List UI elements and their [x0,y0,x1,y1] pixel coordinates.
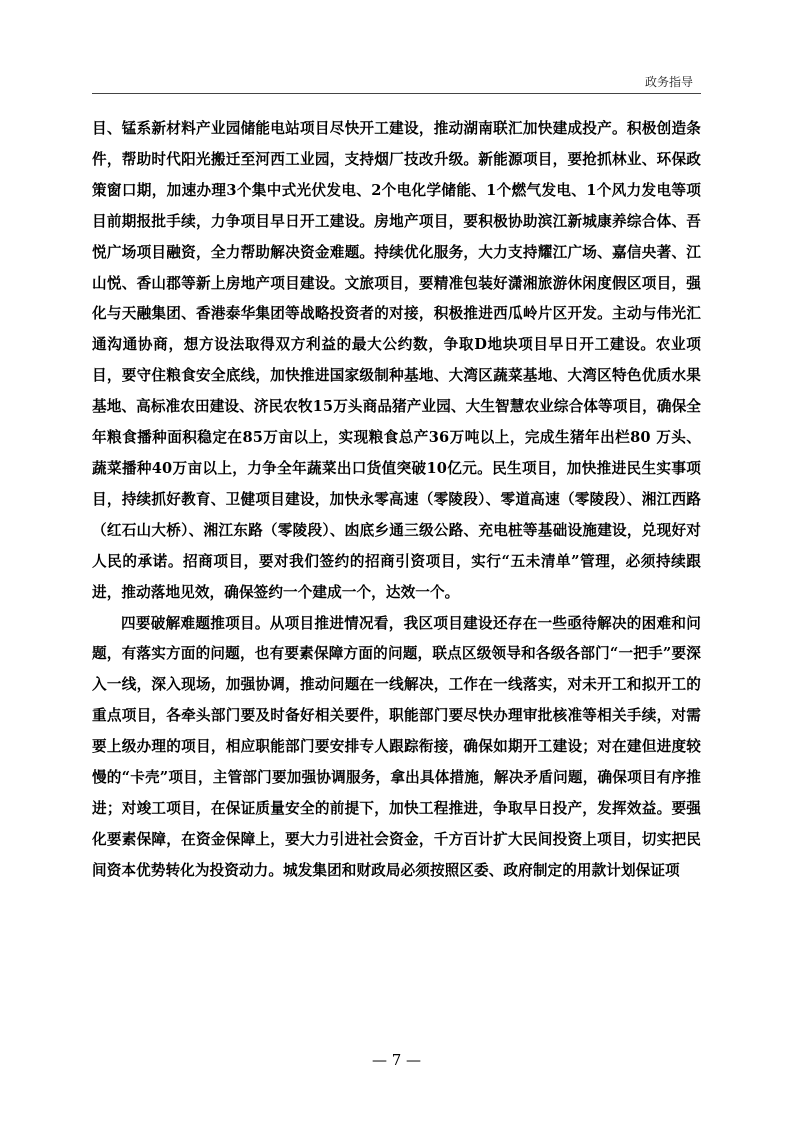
document-body [92,114,701,887]
page-number: — 7 — [371,1051,422,1069]
section-header-label: 政务指导 [644,75,693,89]
paragraph-solve-problems: 四要破解难题推项目。从项目推进情况看，我区项目建设还存在一些亟待解决的困难和问题，有落实方面的问题，也有要素保障方面的问题，联点区级领导和各级各部门“一把手”要深入一线，深入现场，加强协调，推动问题在一线解决，工作在一线落实，对未开工和拟开工的重点项目，各牵头部门要及时备好相关要件，职能部门要尽快办理审批核准等相关手续，对需要上级办理的项目，相应职能部门要安排专人跟踪衔接，确保如期开工建设；对在建但进度较慢的“卡壳”项目，主管部门要加强协调服务，拿出具体措施，解决矛盾问题，确保项目有序推进；对竣工项目，在保证质量安全的前提下，加快工程推进，争取早日投产，发挥效益。要强化要素保障，在资金保障上，要大力引进社会资金，千方百计扩大民间投资上项目，切实把民间资本优势转化为投资动力。城发集团和财政局必须按照区委、政府制定的用款计划保证项 [92,614,701,879]
header-divider [92,93,701,94]
paragraph-projects-continued: 目、锰系新材料产业园储能电站项目尽快开工建设，推动湖南联汇加快建成投产。积极创造条件，帮助时代阳光搬迁至河西工业园，支持烟厂技改升级。新能源项目，要抢抓林业、环保政策窗口期，加速办理3个集中式光伏发电、2个电化学储能、1个燃气发电、1个风力发电等项目前期报批手续，力争项目早日开工建设。房地产项目，要积极协助滨江新城康养综合体、吾悦广场项目融资，全力帮助解决资金难题。持续优化服务，大力支持耀江广场、嘉信央著、江山悦、香山郡等新上房地产项目建设。文旅项目，要精准包装好潇湘旅游休闲度假区项目，强化与天融集团、香港泰华集团等战略投资者的对接，积极推进西瓜岭片区开发。主动与伟光汇通沟通协商，想方设法取得双方利益的最大公约数，争取D地块项目早日开工建设。农业项目，要守住粮食安全底线，加快推进国家级制种基地、大湾区蔬菜基地、大湾区特色优质水果基地、高标准农田建设、济民农牧15万头商品猪产业园、大生智慧农业综合体等项目，确保全年粮食播种面积稳定在85万亩以上，实现粮食总产36万吨以上，完成生猪年出栏80 万头、蔬菜播种40万亩以上，力争全年蔬菜出口货值突破10亿元。民生项目，加快推进民生实事项目，持续抓好教育、卫健项目建设，加快永零高速（零陵段）、零道高速（零陵段）、湘江西路（红石山大桥）、湘江东路（零陵段）、凼底乡通三级公路、充电桩等基础设施建设，兑现好对人民的承诺。招商项目，要对我们签约的招商引资项目，实行“五未清单”管理，必须持续跟进，推动落地见效，确保签约一个建成一个，达效一个。 [92,120,701,601]
